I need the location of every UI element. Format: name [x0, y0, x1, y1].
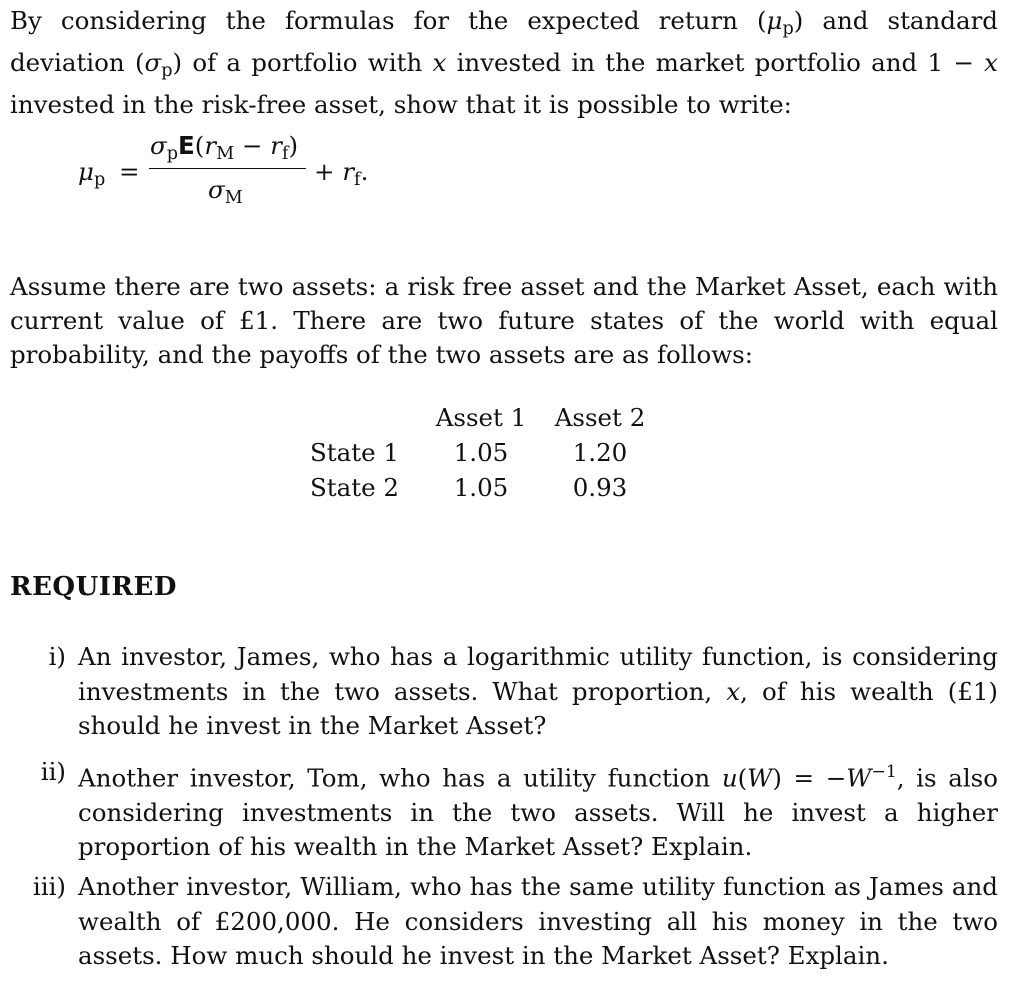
utility-open-paren: ( [737, 763, 748, 793]
num-minus: − [234, 131, 271, 160]
mu-subscript: p [782, 18, 794, 39]
sigma-subscript: p [161, 60, 173, 81]
cell-state1-asset2: 1.20 [572, 438, 628, 467]
question-iii: Another investor, William, who has the same utility function as James and wealth of £200,000. He considers investing all his money in the two assets. How much should he invest in the Market Asset? Explain. [78, 872, 998, 970]
num-r-market: r [204, 131, 217, 160]
rf-r: r [342, 157, 355, 186]
intro-paragraph [10, 4, 998, 122]
payoff-table [298, 400, 660, 505]
den-market-sub: M [224, 187, 243, 208]
intro-text-5: invested in the risk-free asset, show that it is possible to write: [10, 89, 792, 119]
question-ii [78, 755, 998, 865]
assumption-paragraph: Assume there are two assets: a risk free asset and the Market Asset, each with current value of £1. There are two future states of the world with equal probability, and the payoffs of the two assets are as follows: [10, 272, 998, 369]
plus-sign: + [314, 157, 343, 186]
item-marker-iii: iii) [32, 872, 66, 901]
num-close-paren: ) [288, 131, 299, 160]
x-variable: x [432, 47, 447, 77]
row-label-state-2: State 2 [310, 473, 399, 502]
question-i-text-1: An investor, James, who has a logarithmic utility function, is considering investments in the two assets. What proportion, [78, 642, 998, 706]
display-equation [78, 131, 398, 211]
equation-period: . [360, 157, 369, 186]
question-i-text-2: , of his wealth (£1) should he invest in the Market Asset? [78, 676, 998, 740]
question-i-x: x [726, 676, 741, 706]
intro-text-1: By considering the formulas for the expected return ( [10, 6, 767, 35]
lhs-subscript: p [93, 169, 106, 190]
fraction-denominator [208, 175, 243, 208]
column-header-asset-2: Asset 2 [554, 403, 646, 432]
num-r-free: r [270, 131, 282, 160]
intro-text-2: ) and standard deviation ( [10, 6, 998, 77]
table-row [298, 470, 660, 505]
cell-state2-asset2: 0.93 [572, 473, 628, 502]
fraction-bar [149, 168, 306, 169]
rf-sub: f [354, 169, 361, 190]
item-marker-ii: ii) [40, 757, 66, 786]
question-ii-text-2: , is also considering investments in the two assets. Will he invest a higher proportion of his wealth in the Market Asset? Explain. [78, 763, 998, 862]
lhs-mu: μ [78, 157, 94, 186]
required-heading: REQUIRED [10, 572, 177, 602]
equals-sign: = [119, 157, 140, 186]
row-label-state-1: State 1 [310, 438, 399, 467]
intro-text-3: ) of a portfolio with [172, 47, 433, 77]
intro-text-4: invested in the market portfolio and 1 − [446, 47, 985, 77]
cell-state1-asset1: 1.05 [453, 438, 509, 467]
utility-close-paren: ) [772, 763, 782, 793]
equation-lhs [78, 157, 105, 190]
mu-symbol: μ [766, 6, 783, 35]
table-header-row [298, 400, 660, 435]
num-open-paren: ( [194, 131, 205, 160]
den-sigma: σ [208, 175, 225, 204]
expectation-operator: E [178, 131, 195, 160]
question-i [78, 640, 998, 744]
question-ii-text-1: Another investor, Tom, who has a utility function [78, 763, 722, 793]
equation-tail [314, 157, 368, 190]
num-sigma: σ [150, 131, 167, 160]
cell-state2-asset1: 1.05 [453, 473, 509, 502]
x-variable-2: x [984, 47, 998, 77]
table-row [298, 435, 660, 470]
item-marker-i: i) [48, 642, 66, 671]
utility-w-power: W [846, 763, 872, 793]
num-free-sub: f [281, 143, 289, 164]
utility-u: u [721, 763, 738, 793]
utility-exponent: −1 [871, 762, 897, 782]
table-corner [298, 400, 422, 435]
utility-w: W [747, 763, 773, 793]
utility-equals: = − [781, 763, 847, 793]
column-header-asset-1: Asset 1 [435, 403, 527, 432]
fraction-numerator [150, 131, 298, 164]
sigma-symbol: σ [144, 47, 162, 77]
num-sigma-sub: p [166, 143, 179, 164]
num-market-sub: M [216, 143, 235, 164]
